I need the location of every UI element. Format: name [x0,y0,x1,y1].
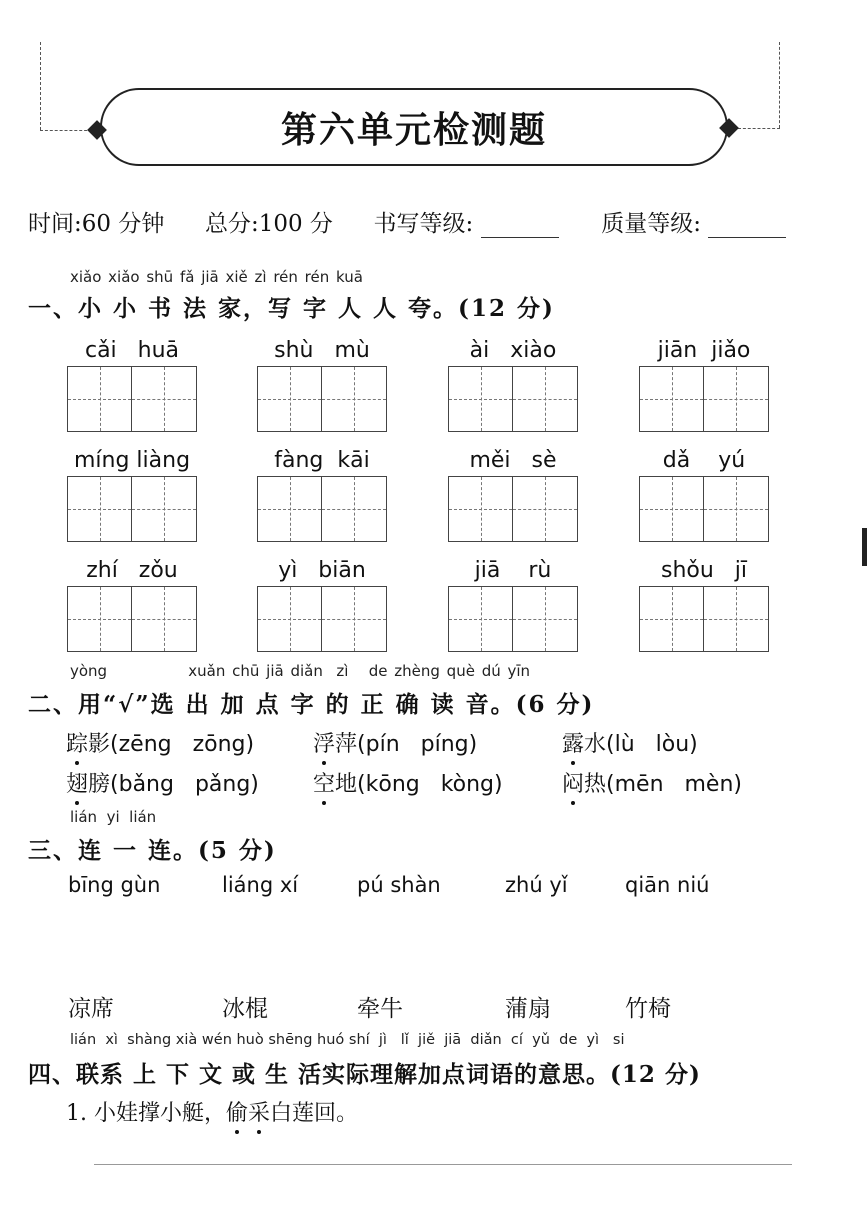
writing-grid-4[interactable] [639,366,769,432]
match-hanzi-1[interactable]: 凉席 [68,996,114,1022]
grid-cell[interactable] [67,366,132,432]
grid-cell[interactable] [257,476,322,542]
title-banner [100,88,728,166]
grid-cell[interactable] [448,586,513,652]
q2-1-word [66,732,110,757]
footer-divider [94,1164,792,1165]
section4-pinyin: lián xì shàng xià wén huò shēng huó shí jì lǐ jiě jiā diǎn cí yǔ de yì si [70,1032,625,1048]
writing-grid-10[interactable] [257,586,387,652]
section4-question-1 [66,1096,358,1127]
match-hanzi-5[interactable]: 竹椅 [625,996,671,1022]
header-dash-left-vertical [40,42,41,130]
grid-pinyin-8: dǎ yú [662,448,746,473]
q2-1-options[interactable]: (zēng zōng) [110,732,255,757]
q2-2-char: 萍 [335,732,358,757]
grid-pinyin-2: shù mù [274,338,370,363]
q2-2-dotted-char: 浮 [313,727,335,758]
q2-5-dotted-char: 空 [313,767,335,798]
section4-title: 四、联系 上 下 文 或 生 活实际理解加点词语的意思。(12 分) [28,1061,701,1088]
writing-grade-blank[interactable] [481,211,559,238]
grid-pinyin-7: měi sè [469,448,557,473]
writing-grid-6[interactable] [257,476,387,542]
time-label: 时间:60 分钟 [28,211,165,237]
total-label: 总分:100 分 [204,211,333,237]
header-dash-right-horizontal [738,128,780,129]
grid-cell[interactable] [132,476,197,542]
grid-cell[interactable] [322,476,387,542]
writing-grade-label: 书写等级: [373,211,474,237]
header-dash-right-vertical [779,42,780,128]
grid-pinyin-1: cǎi huā [84,338,180,363]
q4-1-prefix: 1. 小娃撑小艇， [66,1101,226,1126]
writing-grid-7[interactable] [448,476,578,542]
match-pinyin-2[interactable]: liáng xí [222,873,299,897]
section2-row1-b [313,727,477,758]
grid-cell[interactable] [704,586,769,652]
q2-4-dotted-char: 翅 [66,767,88,798]
grid-cell[interactable] [639,586,704,652]
q2-1-dotted-char: 踪 [66,727,88,758]
section2-row2 [66,767,259,798]
q2-3-char: 水 [584,732,607,757]
q4-1-suffix: 白莲回。 [270,1101,359,1126]
q2-2-options[interactable]: (pín píng) [357,732,478,757]
grid-pinyin-5: míng liàng [73,448,191,473]
section2-pinyin: yòng xuǎn chū jiā diǎn zì de zhèng què dú yīn [70,662,531,680]
q2-6-options[interactable]: (mēn mèn) [606,772,742,797]
grid-cell[interactable] [132,366,197,432]
q2-3-dotted-char: 露 [562,727,584,758]
grid-cell[interactable] [257,586,322,652]
grid-cell[interactable] [639,366,704,432]
section2-row2-b [313,767,503,798]
section2-row1-c [562,727,698,758]
writing-grid-3[interactable] [448,366,578,432]
grid-cell[interactable] [513,366,578,432]
grid-pinyin-4: jiān jiǎo [657,338,751,363]
writing-grid-1[interactable] [67,366,197,432]
grid-cell[interactable] [639,476,704,542]
grid-pinyin-10: yì biān [278,558,366,583]
page-edge-mark [862,528,867,566]
grid-cell[interactable] [704,366,769,432]
grid-cell[interactable] [67,476,132,542]
q2-5-char: 地 [335,772,358,797]
match-hanzi-4[interactable]: 蒲扇 [505,996,551,1022]
q2-4-char: 膀 [88,772,111,797]
page-title: 第六单元检测题 [280,108,547,151]
section2-row1 [66,727,254,758]
section2-row2-c [562,767,742,798]
writing-grid-8[interactable] [639,476,769,542]
grid-pinyin-3: ài xiào [469,338,557,363]
q2-6-dotted-char: 闷 [562,767,584,798]
q2-1-char: 影 [88,732,111,757]
grid-cell[interactable] [513,476,578,542]
writing-grid-5[interactable] [67,476,197,542]
match-pinyin-1[interactable]: bīng gùn [68,873,161,897]
header-dash-left-horizontal [40,130,92,131]
match-hanzi-3[interactable]: 牵牛 [357,996,403,1022]
exam-info [28,205,786,238]
quality-grade-label: 质量等级: [601,211,701,237]
grid-cell[interactable] [322,586,387,652]
grid-pinyin-12: shǒu jī [660,558,747,583]
writing-grid-2[interactable] [257,366,387,432]
match-pinyin-3[interactable]: pú shàn [357,873,441,897]
q2-5-options[interactable]: (kōng kòng) [357,772,503,797]
q4-1-dotted-char-1: 偷 [226,1096,248,1127]
grid-pinyin-9: zhí zǒu [86,558,178,583]
writing-grid-12[interactable] [639,586,769,652]
q2-6-char: 热 [584,772,607,797]
grid-cell[interactable] [513,586,578,652]
section3-title: 三、连 一 连。(5 分) [28,837,277,864]
writing-grid-9[interactable] [67,586,197,652]
grid-cell[interactable] [67,586,132,652]
section2-title: 二、用“√”选 出 加 点 字 的 正 确 读 音。(6 分) [28,691,595,718]
grid-cell[interactable] [704,476,769,542]
section3-pinyin: lián yi lián [70,808,157,826]
writing-grid-11[interactable] [448,586,578,652]
quality-grade-blank[interactable] [708,211,786,238]
grid-cell[interactable] [257,366,322,432]
q4-1-dotted-char-2: 采 [248,1096,270,1127]
grid-cell[interactable] [322,366,387,432]
match-pinyin-4[interactable]: zhú yǐ [505,873,568,897]
q2-4-options[interactable]: (bǎng pǎng) [110,772,259,797]
grid-pinyin-6: fàng kāi [274,448,370,473]
match-pinyin-5[interactable]: qiān niú [625,873,710,897]
q2-3-options[interactable]: (lù lòu) [606,732,698,757]
section1-pinyin: xiǎo xiǎo shū fǎ jiā xiě zì rén rén kuā [70,268,363,286]
grid-cell[interactable] [448,366,513,432]
match-hanzi-2[interactable]: 冰棍 [222,996,268,1022]
section1-title: 一、小 小 书 法 家，写 字 人 人 夸。(12 分) [28,295,555,322]
grid-cell[interactable] [448,476,513,542]
grid-pinyin-11: jiā rù [474,558,552,583]
grid-cell[interactable] [132,586,197,652]
